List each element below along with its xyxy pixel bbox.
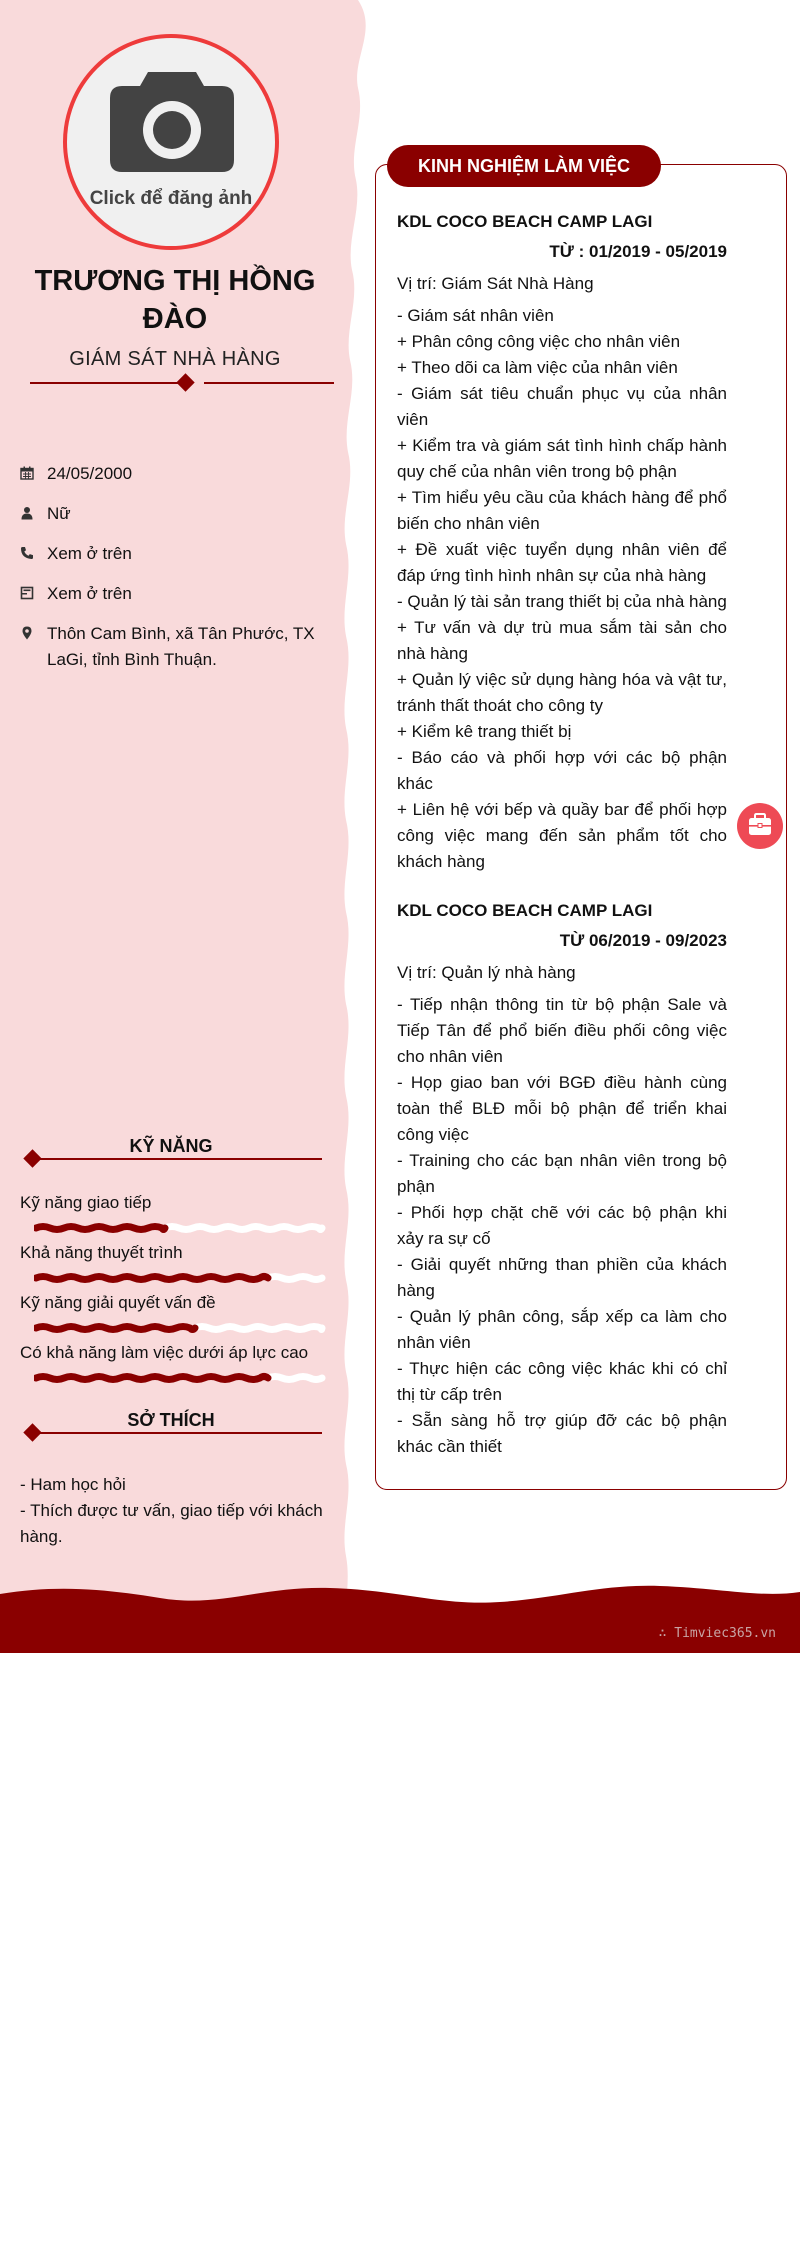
job-duty-line: + Kiểm kê trang thiết bị [397, 722, 572, 741]
footer-watermark: ∴ Timviec365.vn [658, 1626, 776, 1641]
skills-title: KỸ NĂNG [129, 1136, 213, 1156]
company-name: KDL COCO BEACH CAMP LAGI [397, 901, 653, 920]
info-email [20, 581, 335, 607]
skill-level-bar [34, 1220, 326, 1236]
skill-bar-track [165, 1227, 322, 1230]
job-duty-line: - Training cho các bạn nhân viên trong bộ phận [397, 1151, 727, 1196]
skill-label: Kỹ năng giải quyết vấn đề [20, 1293, 216, 1312]
skill-bar-fill [36, 1377, 268, 1380]
hobby-item: - Ham học hỏi [20, 1475, 126, 1494]
birthdate-value: 24/05/2000 [47, 464, 133, 483]
info-phone [20, 541, 335, 567]
skill-bar-track [268, 1277, 322, 1280]
title-divider-right [204, 382, 334, 384]
job-duty-line: + Đề xuất việc tuyển dụng nhân viên để đáp ứng tình hình nhân sự của nhà hàng [397, 540, 727, 585]
job-duty-line: + Kiểm tra và giám sát tình hình chấp hành quy chế của nhân viên trong bộ phận [397, 436, 727, 481]
candidate-name: TRƯƠNG THỊ HỒNG ĐÀO [34, 265, 316, 335]
calendar-icon [20, 466, 34, 480]
candidate-job-title: GIÁM SÁT NHÀ HÀNG [69, 348, 281, 370]
job-duty-line: + Tìm hiểu yêu cầu của khách hàng để phổ biến cho nhân viên [397, 488, 727, 533]
job-duty-line: + Phân công công việc cho nhân viên [397, 332, 681, 351]
avatar-upload[interactable] [63, 34, 279, 250]
skill-level-bar [34, 1270, 326, 1286]
job-duty-line: - Quản lý phân công, sắp xếp ca làm cho nhân viên [397, 1307, 727, 1352]
job-position: Vị trí: Quản lý nhà hàng [397, 963, 576, 982]
job-duty-line: - Giải quyết những than phiền của khách hàng [397, 1255, 727, 1300]
camera-icon [110, 68, 234, 172]
avatar-caption: Click để đăng ảnh [89, 188, 253, 209]
skill-label: Có khả năng làm việc dưới áp lực cao [20, 1343, 309, 1362]
skill-bar-track [195, 1327, 322, 1330]
skill-bar-fill [36, 1327, 195, 1330]
job-duty-line: - Giám sát tiêu chuẩn phục vụ của nhân viên [397, 384, 727, 429]
info-birthdate [20, 461, 335, 487]
briefcase-icon [737, 803, 783, 849]
info-address [20, 621, 335, 673]
skill-bar-track [268, 1377, 322, 1380]
location-icon [20, 626, 34, 640]
skill-level-bar [34, 1370, 326, 1386]
skill-label: Kỹ năng giao tiếp [20, 1193, 152, 1212]
skill-bar-fill [36, 1227, 165, 1230]
work-period: TỪ 06/2019 - 09/2023 [559, 931, 727, 950]
job-duty-line: - Sẵn sàng hỗ trợ giúp đỡ các bộ phận khác cần thiết [397, 1411, 727, 1456]
experience-title: KINH NGHIỆM LÀM VIỆC [387, 145, 661, 187]
experience-item [397, 209, 727, 875]
job-duty-line: - Thực hiện các công việc khác khi có chỉ thị từ cấp trên [397, 1359, 727, 1404]
job-duty-line: - Tiếp nhận thông tin từ bộ phận Sale và Tiếp Tân để phổ biến điều phối công việc cho nhân viên [397, 995, 727, 1066]
gender-value: Nữ [47, 504, 71, 523]
skills-divider-line [36, 1158, 322, 1160]
skill-label: Khả năng thuyết trình [20, 1243, 183, 1262]
job-duty-line: + Theo dõi ca làm việc của nhân viên [397, 358, 678, 377]
email-icon [20, 586, 34, 600]
briefcase-button[interactable] [737, 803, 783, 849]
job-duty-line: - Báo cáo và phối hợp với các bộ phận khác [397, 748, 727, 793]
hobby-item: - Thích được tư vấn, giao tiếp với khách hàng. [20, 1501, 323, 1546]
job-duty-line: - Quản lý tài sản trang thiết bị của nhà hàng [397, 592, 727, 611]
hobbies-divider-line [36, 1432, 322, 1434]
skill-bar-fill [36, 1277, 268, 1280]
job-duty-line: + Liên hệ với bếp và quầy bar để phối hợp công việc mang đến sản phẩm tốt cho khách hàng [397, 800, 727, 871]
job-duty-line: + Tư vấn và dự trù mua sắm tài sản cho nhà hàng [397, 618, 727, 663]
job-duty-line: - Họp giao ban với BGĐ điều hành cùng toàn thể BLĐ mỗi bộ phận để triển khai công việc [397, 1073, 727, 1144]
footer-wave [0, 1580, 800, 1653]
email-value: Xem ở trên [47, 584, 132, 603]
phone-value: Xem ở trên [47, 544, 132, 563]
job-position: Vị trí: Giám Sát Nhà Hàng [397, 274, 594, 293]
hobbies-title: SỞ THÍCH [127, 1410, 215, 1430]
experience-item [397, 898, 727, 1460]
title-divider-left [30, 382, 178, 384]
hobbies-list [20, 1472, 325, 1550]
skill-level-bar [34, 1320, 326, 1336]
address-value: Thôn Cam Bình, xã Tân Phước, TX LaGi, tỉnh Bình Thuận. [47, 624, 315, 669]
info-gender [20, 501, 335, 527]
phone-icon [20, 546, 34, 560]
job-duty-line: - Phối hợp chặt chẽ với các bộ phận khi xảy ra sự cố [397, 1203, 727, 1248]
job-duty-line: + Quản lý việc sử dụng hàng hóa và vật tư, tránh thất thoát cho công ty [397, 670, 727, 715]
job-duty-line: - Giám sát nhân viên [397, 306, 554, 325]
work-period: TỪ : 01/2019 - 05/2019 [549, 242, 727, 261]
person-icon [20, 506, 34, 520]
company-name: KDL COCO BEACH CAMP LAGI [397, 212, 653, 231]
